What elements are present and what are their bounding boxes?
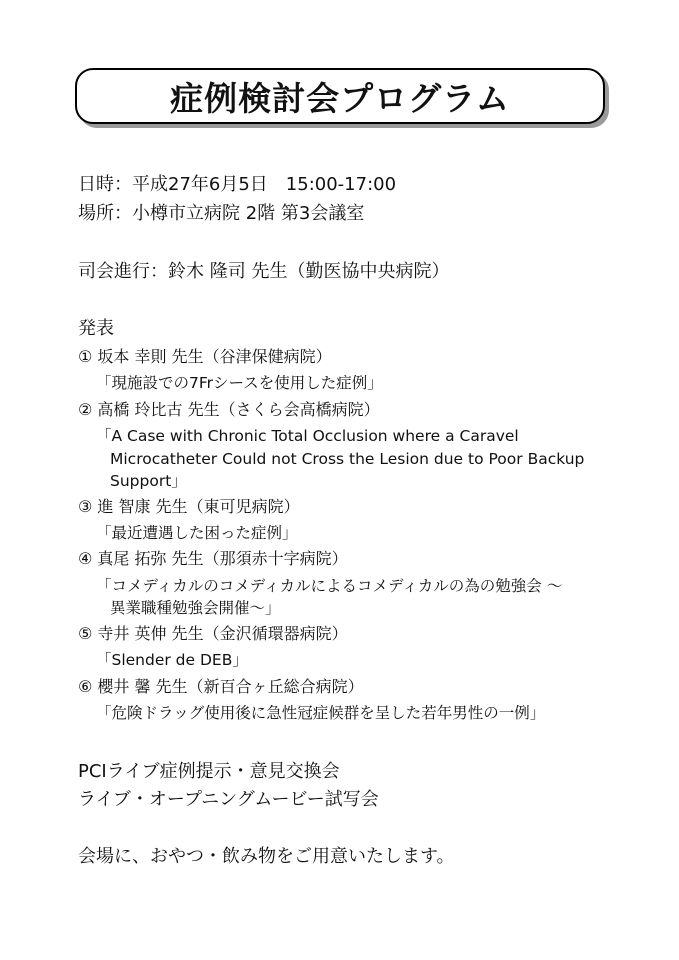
extra-1: PCIライブ症例提示・意見交換会: [78, 761, 340, 782]
presentation-5-speaker: ⑤ 寺井 英伸 先生（金沢循環器病院）: [78, 624, 348, 643]
presentation-3-topic: 「最近遭遇した困った症例」: [96, 524, 298, 542]
page-title: 症例検討会プログラム: [170, 78, 510, 118]
presentation-4-topic-line2: 異業職種勉強会開催～」: [110, 599, 281, 617]
datetime: 日時：平成27年6月5日 15:00-17:00: [78, 174, 397, 195]
presentation-4-speaker: ④ 真尾 拓弥 先生（那須赤十字病院）: [78, 549, 348, 568]
presentation-5-topic: 「Slender de DEB」: [96, 651, 248, 669]
presentation-3-speaker: ③ 進 智康 先生（東可児病院）: [78, 497, 300, 516]
place: 場所：小樽市立病院 2階 第3会議室: [78, 203, 365, 224]
presentation-6-topic: 「危険ドラッグ使用後に急性冠症候群を呈した若年男性の一例」: [96, 704, 546, 722]
presentation-2-topic-line1: 「A Case with Chronic Total Occlusion where a Caravel: [96, 427, 519, 445]
presentation-2-speaker: ② 高橋 玲比古 先生（さくら会高橋病院）: [78, 400, 380, 419]
presentation-2-topic-line2: Microcatheter Could not Cross the Lesion due to Poor Backup: [110, 450, 585, 468]
moderator: 司会進行：鈴木 隆司 先生（勤医協中央病院）: [78, 261, 450, 282]
presentations-heading: 発表: [78, 318, 114, 339]
closing-note: 会場に、おやつ・飲み物をご用意いたします。: [78, 846, 455, 867]
title-box: [75, 68, 605, 124]
presentation-1-speaker: ① 坂本 幸則 先生（谷津保健病院）: [78, 347, 332, 366]
presentation-2-topic-line3: Support」: [110, 472, 187, 490]
presentation-1-topic: 「現施設での7Frシースを使用した症例」: [96, 374, 383, 392]
presentation-4-topic-line1: 「コメディカルのコメディカルによるコメディカルの為の勉強会 ～: [96, 577, 563, 595]
presentation-6-speaker: ⑥ 櫻井 馨 先生（新百合ヶ丘総合病院）: [78, 677, 364, 696]
extra-2: ライブ・オープニングムービー試写会: [78, 789, 379, 810]
